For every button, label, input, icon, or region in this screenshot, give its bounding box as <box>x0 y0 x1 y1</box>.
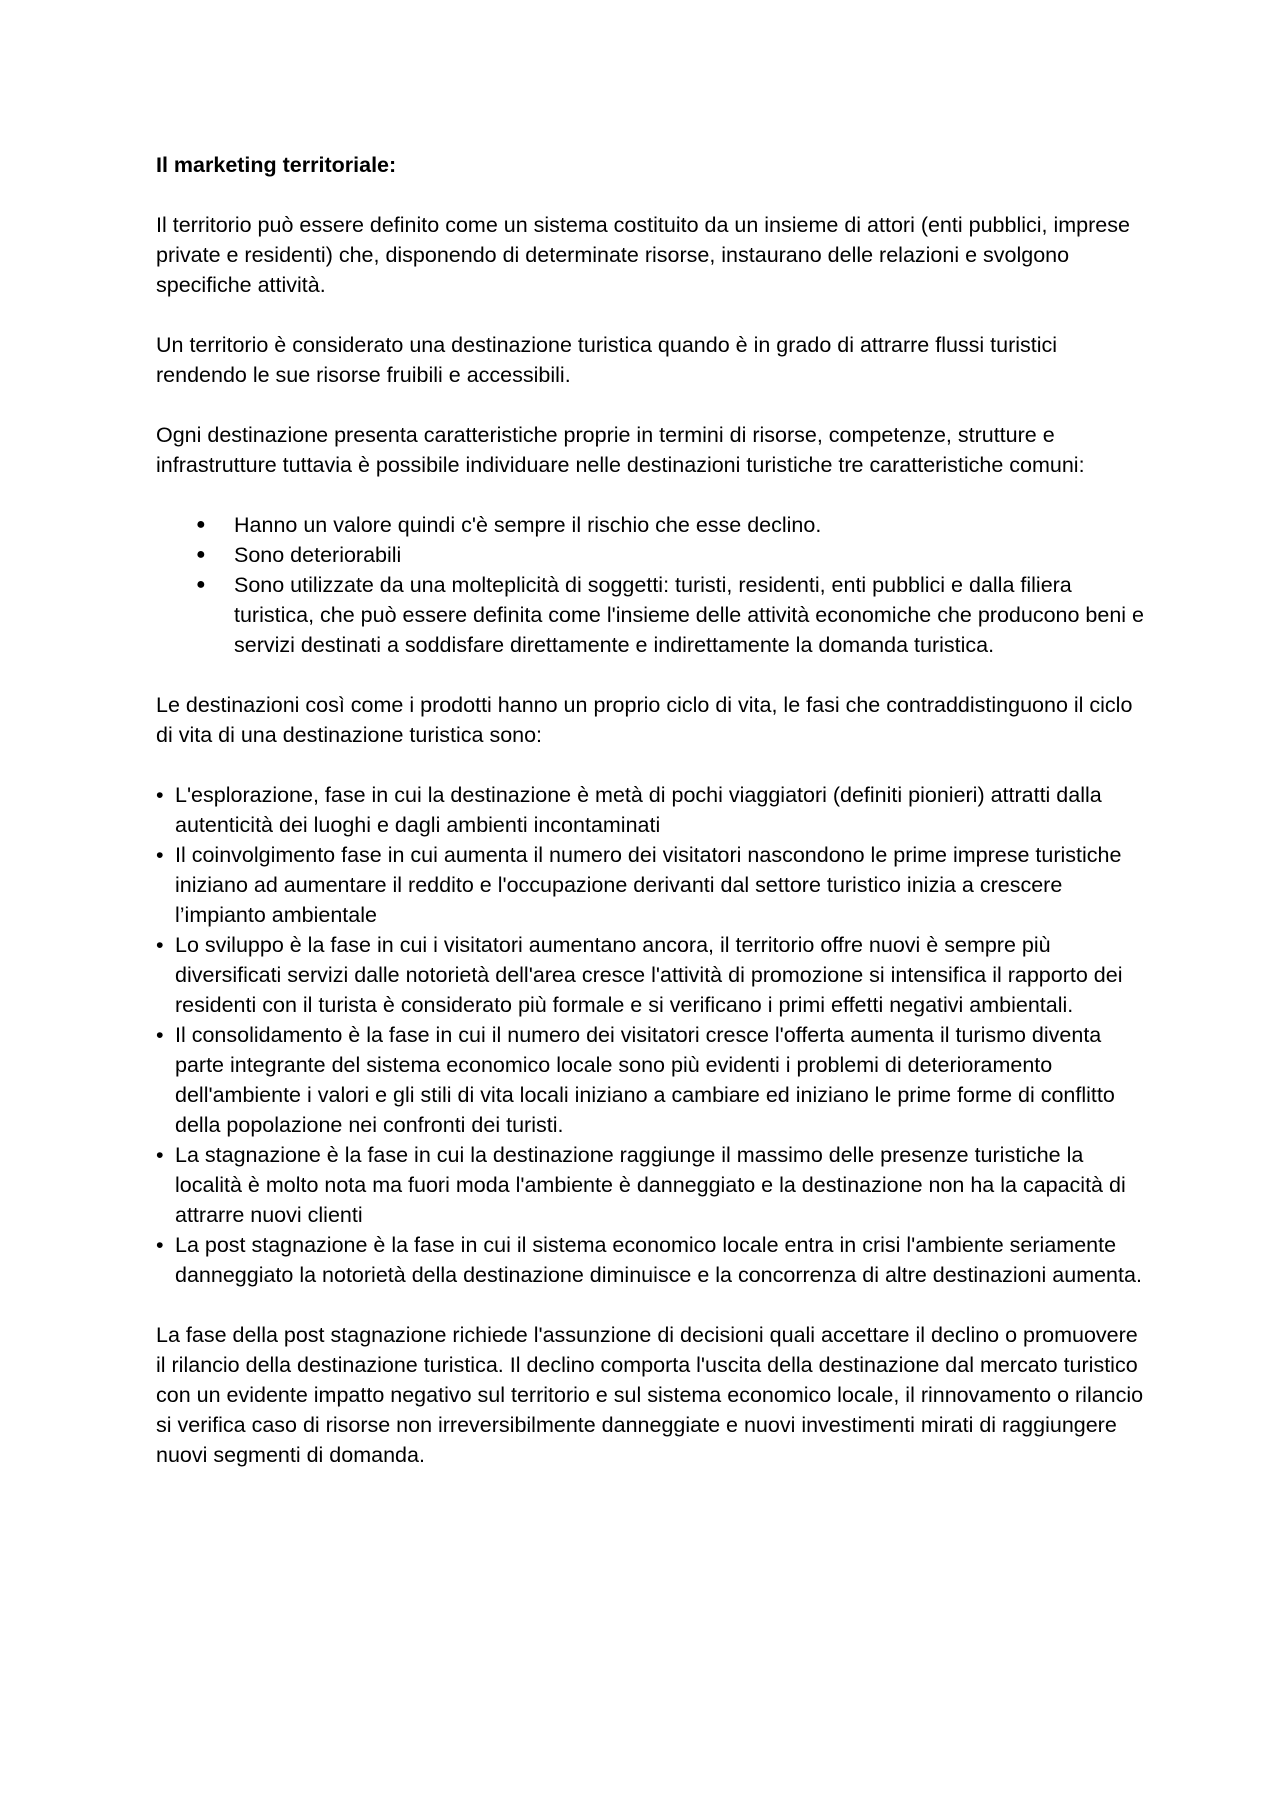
paragraph-destinazione: Un territorio è considerato una destinazione turistica quando è in grado di attrarre flussi turistici rendendo le sue risorse fruibili e accessibili. <box>156 333 1058 387</box>
list-item: ● Sono utilizzate da una molteplicità di soggetti: turisti, residenti, enti pubblici e dalla filiera turistica, che può essere definita come l'insieme delle attività economiche che producono beni e servizi destinati a soddisfare direttamente e indirettamente la domanda turistica. <box>234 570 1146 660</box>
list-item: ● Hanno un valore quindi c'è sempre il rischio che esse declino. <box>234 510 1146 540</box>
list-item: • L'esplorazione, fase in cui la destinazione è metà di pochi viaggiatori (definiti pionieri) attratti dalla autenticità dei luoghi e dagli ambienti incontaminati <box>175 780 1146 840</box>
list-item: • Il consolidamento è la fase in cui il numero dei visitatori cresce l'offerta aumenta il turismo diventa parte integrante del sistema economico locale sono più evidenti i problemi di deterioramento dell'ambiente i valori e gli stili di vita locali iniziano a cambiare ed iniziano le prime forme di conflitto della popolazione nei confronti dei turisti. <box>175 1020 1146 1140</box>
phases-list <box>156 780 1146 1290</box>
paragraph-caratteristiche: Ogni destinazione presenta caratteristiche proprie in termini di risorse, competenze, strutture e infrastrutture tuttavia è possibile individuare nelle destinazioni turistiche tre caratteristiche comuni: <box>156 423 1085 477</box>
characteristics-list <box>156 510 1146 660</box>
document-page <box>156 150 1146 1500</box>
list-item: • La stagnazione è la fase in cui la destinazione raggiunge il massimo delle presenze turistiche la località è molto nota ma fuori moda l'ambiente è danneggiato e la destinazione non ha la capacità di attrarre nuovi clienti <box>175 1140 1146 1230</box>
list-item: ● Sono deteriorabili <box>234 540 1146 570</box>
document-title: Il marketing territoriale: <box>156 153 397 177</box>
list-item: • La post stagnazione è la fase in cui il sistema economico locale entra in crisi l'ambiente seriamente danneggiato la notorietà della destinazione diminuisce e la concorrenza di altre destinazioni aumenta. <box>175 1230 1146 1290</box>
paragraph-conclusione: La fase della post stagnazione richiede l'assunzione di decisioni quali accettare il declino o promuovere il rilancio della destinazione turistica. Il declino comporta l'uscita della destinazione dal mercato turistico con un evidente impatto negativo sul territorio e sul sistema economico locale, il rinnovamento o rilancio si verifica caso di risorse non irreversibilmente danneggiate e nuovi investimenti mirati di raggiungere nuovi segmenti di domanda. <box>156 1323 1144 1467</box>
list-item: • Lo sviluppo è la fase in cui i visitatori aumentano ancora, il territorio offre nuovi è sempre più diversificati servizi dalle notorietà dell'area cresce l'attività di promozione si intensifica il rapporto dei residenti con il turista è considerato più formale e si verificano i primi effetti negativi ambientali. <box>175 930 1146 1020</box>
paragraph-territorio: Il territorio può essere definito come un sistema costituito da un insieme di attori (enti pubblici, imprese private e residenti) che, disponendo di determinate risorse, instaurano delle relazioni e svolgono specifiche attività. <box>156 213 1130 297</box>
paragraph-ciclo-di-vita: Le destinazioni così come i prodotti hanno un proprio ciclo di vita, le fasi che contraddistinguono il ciclo di vita di una destinazione turistica sono: <box>156 693 1133 747</box>
list-item: • Il coinvolgimento fase in cui aumenta il numero dei visitatori nascondono le prime imprese turistiche iniziano ad aumentare il reddito e l'occupazione derivanti dal settore turistico inizia a crescere l’impianto ambientale <box>175 840 1146 930</box>
